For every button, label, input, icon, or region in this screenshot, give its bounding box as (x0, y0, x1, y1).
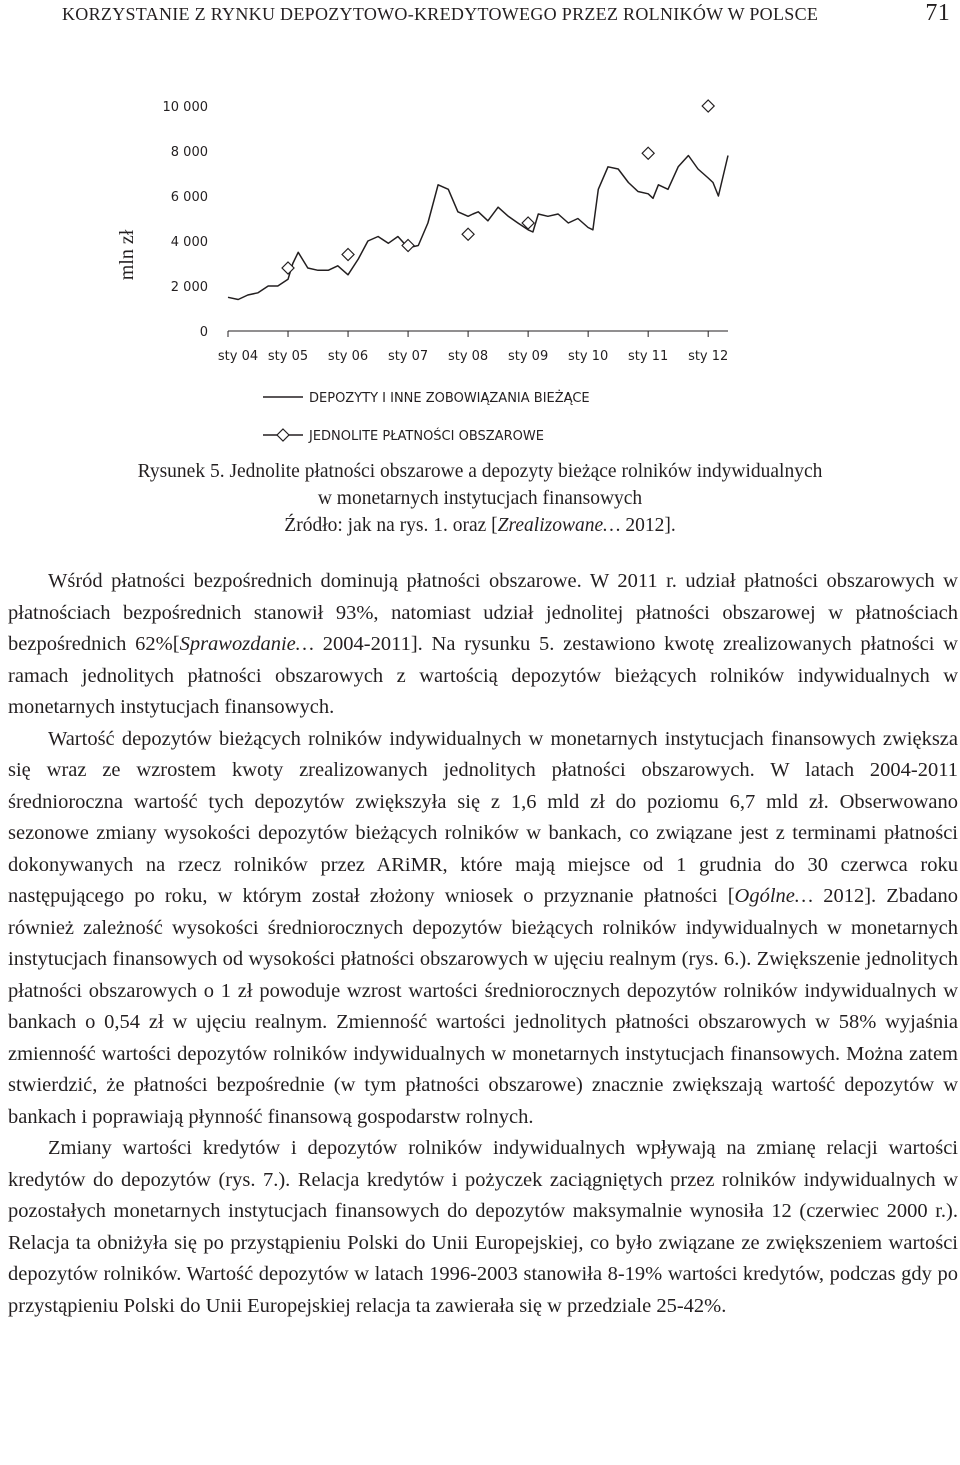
x-tick-label: sty 07 (387, 349, 429, 364)
x-axis (218, 331, 728, 364)
x-tick-label: sty 05 (267, 349, 309, 364)
body-text (8, 566, 958, 1322)
legend-label-deposits: DEPOZYTY I INNE ZOBOWIĄZANIA BIEŻĄCE (309, 391, 590, 406)
paragraph-2: Wartość depozytów bieżących rolników indywidualnych w monetarnych instytucjach finansowych zwiększa się wraz ze wzrostem kwoty zrealizowanych jednolitych płatności obszarowych. W latach 2004-2011 średnioroczna wartość tych depozytów zwiększyła się z 1,6 mld zł do poziomu 6,7 mld zł. Obserwowano sezonowe zmiany wysokości depozytów bieżących rolników w bankach, co związane jest z terminami płatności dokonywanych na rzecz rolników przez ARiMR, które mają miejsce od 1 grudnia do 30 czerwca roku następującego po roku, w którym został złożony wniosek o przyznanie płatności [Ogólne… 2012]. Zbadano również zależność wysokości średniorocznych depozytów bieżących rolników indywidualnych w monetarnych instytucjach finansowych od wysokości płatności obszarowych w ujęciu realnym (rys. 6.). Zwiększenie jednolitych płatności obszarowych o 1 zł powoduje wzrost wartości średniorocznych depozytów rolników indywidualnych w bankach o 0,54 zł w ujęciu realnym. Zmienność wartości jednolitych płatności obszarowych w 58% wyjaśnia zmienność wartości depozytów rolników indywidualnych w monetarnych instytucjach finansowych. Można zatem stwierdzić, że płatności bezpośrednie (w tym płatności obszarowe) znacznie zwiększają wartość depozytów w bankach i poprawiają płynność finansową gospodarstw rolnych. (8, 727, 958, 1128)
running-header (62, 2, 950, 26)
caption-line-2: w monetarnych instytucjach finansowych (317, 488, 643, 509)
y-tick-label: 4 000 (170, 235, 208, 250)
series-point-payments (702, 100, 714, 112)
figure-caption (0, 458, 960, 539)
paragraph-1: Wśród płatności bezpośrednich dominują płatności obszarowe. W 2011 r. udział płatności obszarowych w płatnościach bezpośrednich stanowił 93%, natomiast udział jednolitej płatności obszarowej w płatnościach bezpośrednich 62%[Sprawozdanie… 2004-2011]. Na rysunku 5. zestawiono kwotę zrealizowanych płatności w ramach jednolitych płatności obszarowych z wartością depozytów bieżących rolników indywidualnych w monetarnych instytucjach finansowych. (8, 570, 958, 718)
caption-line-1: Rysunek 5. Jednolite płatności obszarowe a depozyty bieżące rolników indywidualnych (137, 461, 823, 482)
plot-area (228, 100, 728, 300)
page-number: 71 (925, 0, 950, 26)
series-point-payments (462, 228, 474, 240)
y-tick-labels (163, 100, 209, 340)
series-point-payments (342, 249, 354, 261)
legend-label-payments: JEDNOLITE PŁATNOŚCI OBSZAROWE (309, 429, 544, 444)
y-tick-label: 2 000 (170, 280, 208, 295)
series-point-payments (642, 147, 654, 159)
x-tick-label: sty 06 (327, 349, 369, 364)
paragraph-3: Zmiany wartości kredytów i depozytów rolników indywidualnych wpływają na zmianę relacji wartości kredytów do depozytów (rys. 7.). Relacja kredytów i pożyczek zaciągniętych przez rolników indywidualnych w pozostałych monetarnych instytucjach finansowych do depozytów maksymalnie wynosiła 12 (czerwiec 2000 r.). Relacja ta obniżyła się po przystąpieniu Polski do Unii Europejskiej, co było związane ze zwiększeniem wartości depozytów rolników. Wartość depozytów w latach 1996-2003 stanowiła 8-19% wartości kredytów, podczas gdy po przystąpieniu Polski do Unii Europejskiej relacja ta zawierała się w przedziale 25-42%. (8, 1137, 958, 1317)
series-point-payments (402, 240, 414, 252)
x-tick-label: sty 12 (688, 349, 729, 364)
deposits-vs-payments-chart (0, 80, 960, 452)
series-line-deposits (228, 156, 728, 300)
x-tick-label: sty 09 (507, 349, 549, 364)
x-tick-label: sty 11 (628, 349, 669, 364)
y-tick-label: 6 000 (170, 190, 208, 205)
x-tick-label: sty 10 (568, 349, 609, 364)
running-title: KORZYSTANIE Z RYNKU DEPOZYTOWO-KREDYTOWEGO PRZEZ ROLNIKÓW W POLSCE (62, 4, 819, 24)
legend (263, 390, 590, 444)
y-axis-label: mln zł (116, 229, 138, 281)
y-tick-label: 8 000 (170, 145, 208, 160)
caption-source: Źródło: jak na rys. 1. oraz [Zrealizowane… 2012]. (284, 515, 676, 536)
x-tick-label: sty 08 (447, 349, 489, 364)
y-tick-label: 0 (199, 325, 208, 340)
y-tick-label: 10 000 (162, 100, 208, 115)
x-tick-label: sty 04 (217, 349, 259, 364)
legend-diamond-marker (277, 429, 289, 441)
